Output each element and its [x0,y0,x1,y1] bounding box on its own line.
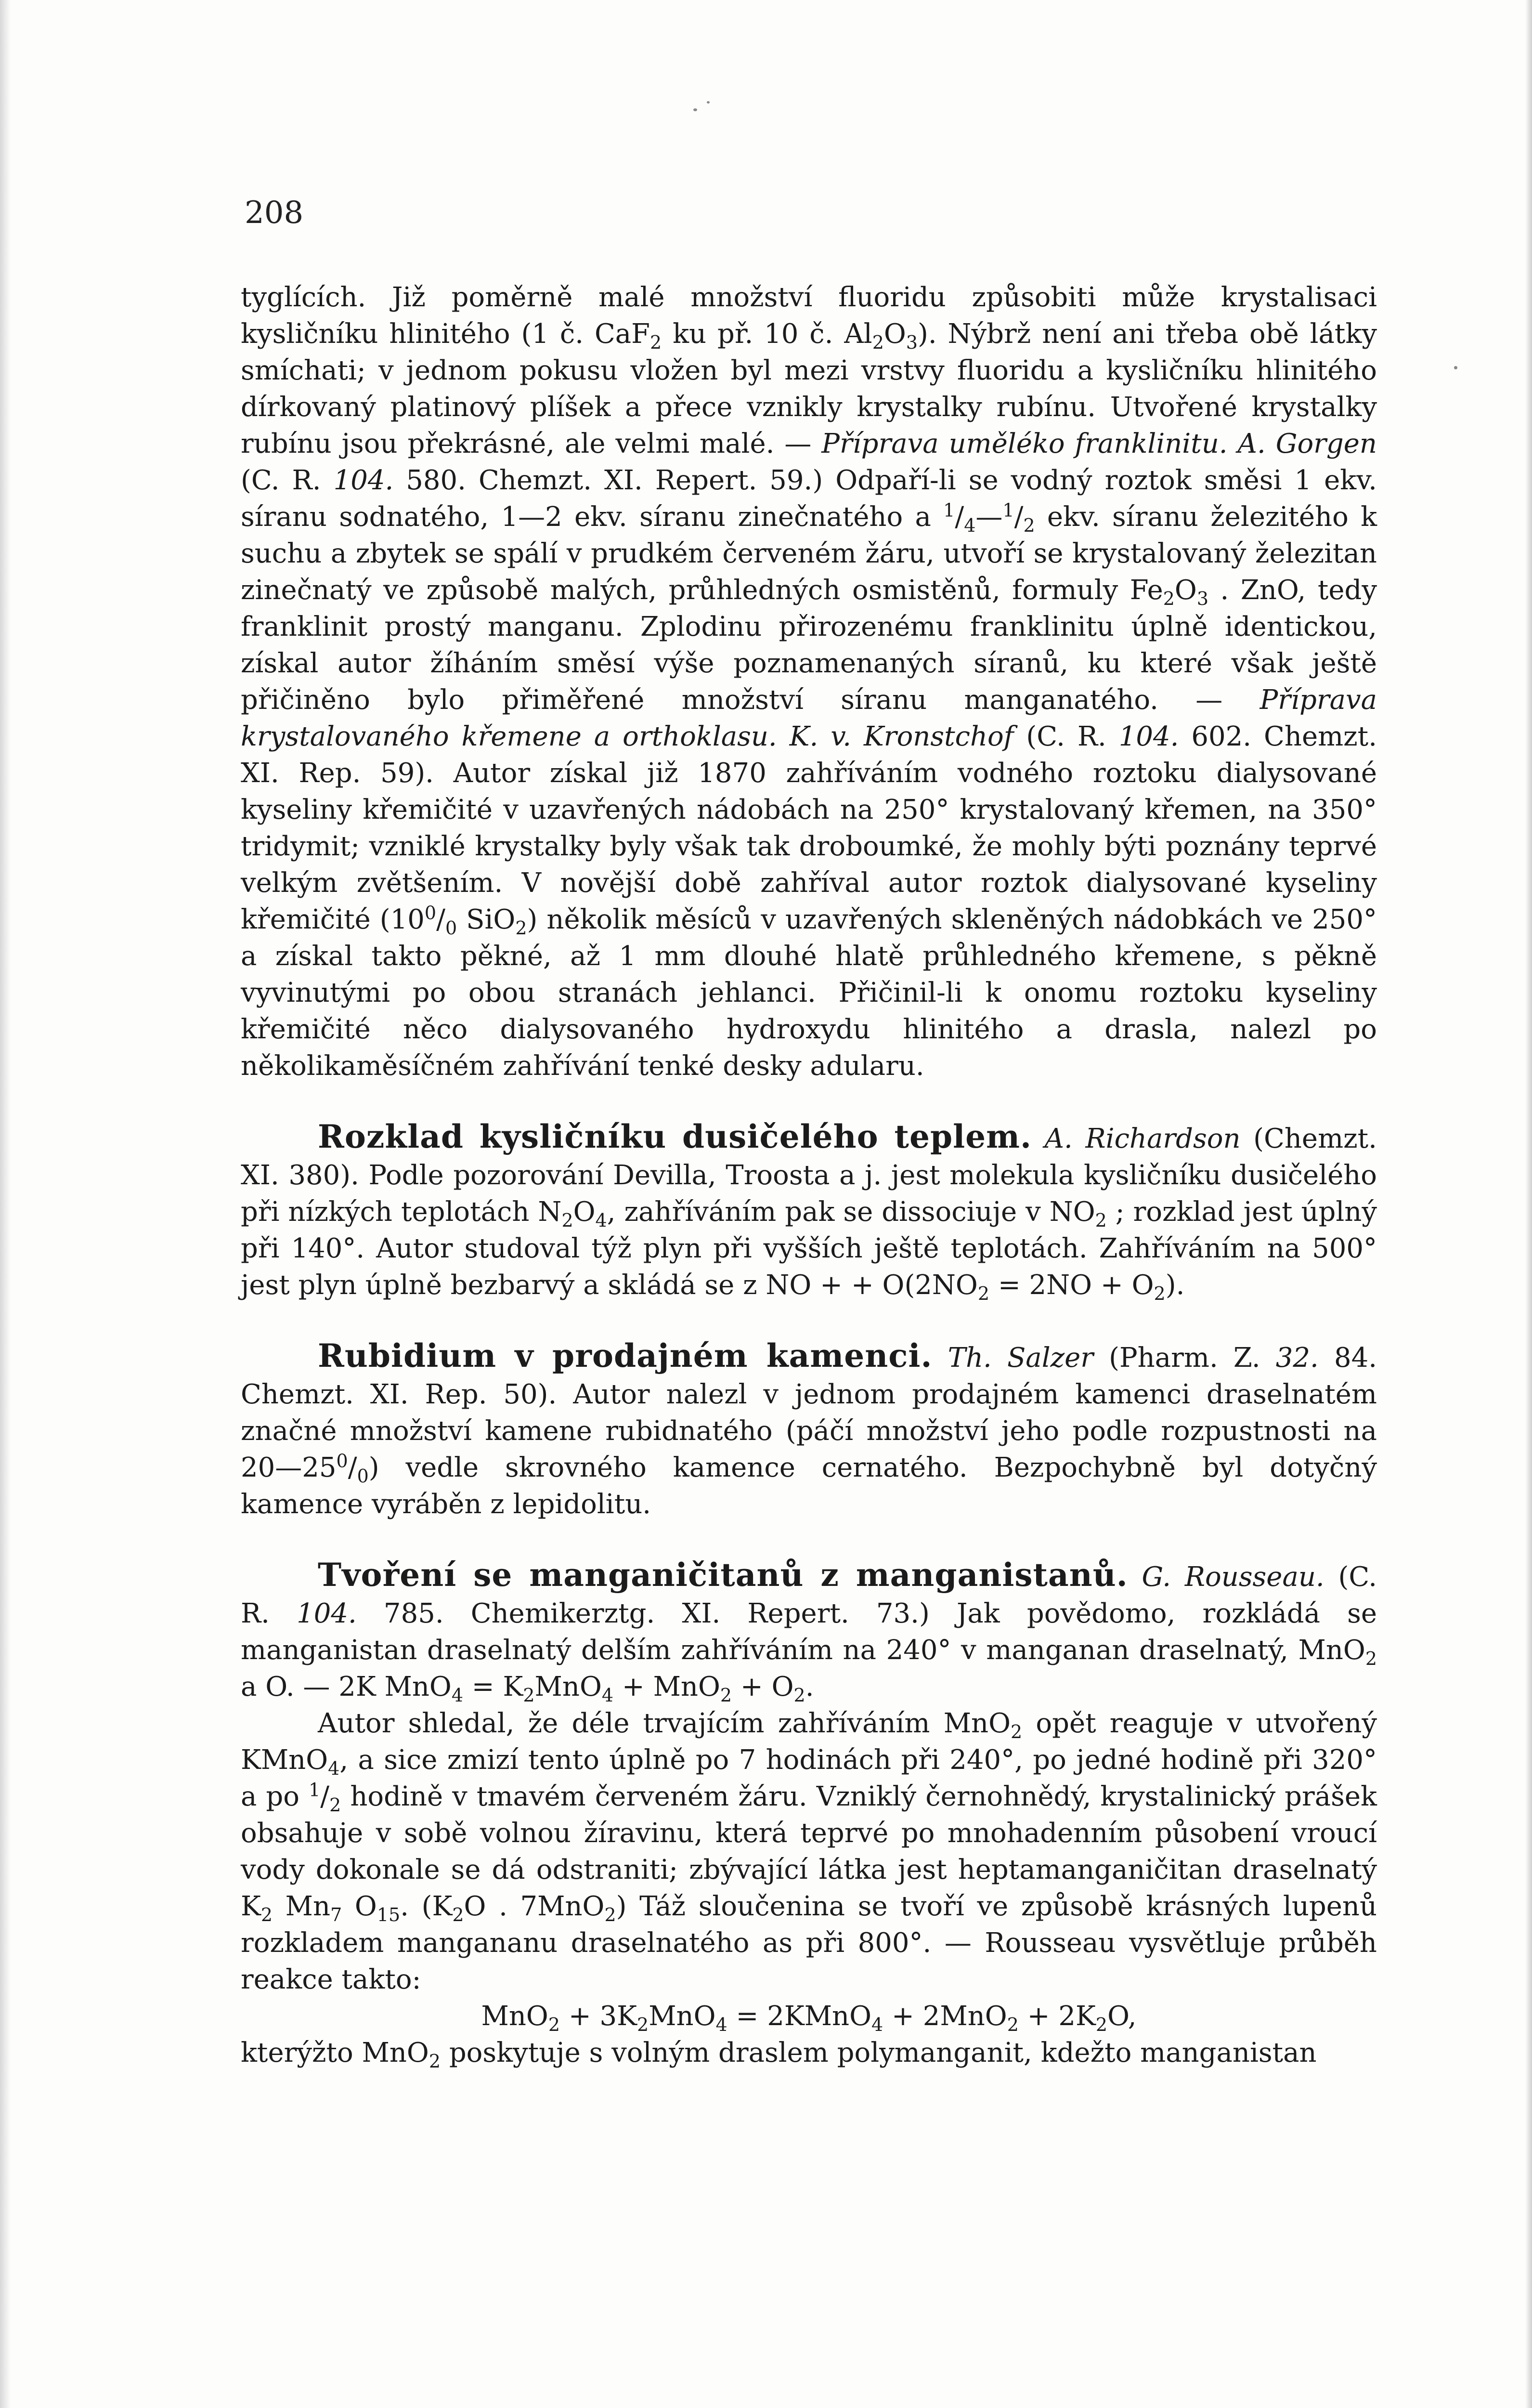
section-title: Rozklad kysličníku dusičelého teplem. [318,1118,1032,1155]
scan-speck [707,101,710,104]
section-tvoreni: Tvoření se manganičitanů z manganistanů. G. Rousseau. (C. R. 104. 785. Chemikerztg. XI. Repert. 73.) Jak povědomo, rozkládá se manganistan draselnatý delším zahříváním na 240° v manganan draselnatý, MnO$_2$ a O. — 2K $MnO_4 = K_2MnO_4 + MnO_2 + O_2$. [241,1556,1377,1706]
italic-reference: Příprava krystalovaného křemene a orthoklasu. K. v. Kronstchof [241,684,1377,752]
author-name: Th. Salzer [948,1342,1094,1374]
section-rubidium: Rubidium v prodajném kamenci. Th. Salzer (Pharm. Z. 32. 84. Chemzt. XI. Rep. 50). Autor nalezl v jednom prodajném kamenci draselnatém značné množství kamene rubidnatého (páčí množství jeho podle rozpustnosti na $20—25^0/_0$) vedle skrovného kamence cernatého. Bezpochybně byl dotyčný kamence vyráběn z lepidolitu. [241,1337,1377,1520]
page-edge-right [1525,0,1532,2408]
body-text [241,279,1377,2071]
chemical-equation: $MnO_2 + 3K_2MnO_4$ = 2KMnO$_4$ + $2MnO_2 + 2K_2O$, [481,2001,1137,2036]
page-edge-left [0,0,11,2408]
scan-speck [1454,366,1457,369]
section-title: Rubidium v prodajném kamenci. [318,1337,933,1374]
paragraph: kterýžto MnO$_2$ poskytuje s volným draslem polymanganit, kdežto manganistan [241,2037,1317,2072]
author-name: G. Rousseau. [1142,1561,1324,1593]
section-title: Tvoření se manganičitanů z manganistanů. [318,1556,1128,1594]
author-name: A. Richardson [1044,1123,1241,1154]
page-number: 208 [245,195,304,231]
scan-speck [693,108,697,111]
paragraph: tyglících. Již poměrně malé množství fluoridu způsobiti může krystalisaci kysličníku hlinitého (1 č. CaF$_2$ ku př. 10 č. $Al_2O_3$). Nýbrž není ani třeba obě látky smíchati; v jednom pokusu vložen byl mezi vrstvy fluoridu a kysličníku hlinitého dírkovaný platinový plíšek a přece vznikly krystalky rubínu. Utvořené krystalky rubínu jsou překrásné, ale velmi malé. — Příprava uměléko franklinitu. A. Gorgen (C. R. 104. 580. Chemzt. XI. Repert. 59.) Odpaří-li se vodný roztok směsi 1 ekv. síranu sodnatého, 1—2 ekv. síranu zinečnatého a $^1/_4—^1/_2$ ekv. síranu železitého k suchu a zbytek se spálí v prudkém červeném žáru, utvoří se krystalovaný železitan zinečnatý ve způsobě malých, průhledných osmistěnů, formuly $Fe_2O_3$ . ZnO, tedy franklinit prostý manganu. Zplodinu přirozenému franklinitu úplně identickou, získal autor žíháním směsí výše poznamenaných síranů, ku které však ještě přičiněno bylo přiměřené množství síranu manganatého. — Příprava krystalovaného křemene a orthoklasu. K. v. Kronstchof (C. R. 104. 602. Chemzt. XI. Rep. 59). Autor získal již 1870 zahříváním vodného roztoku dialysované kyseliny křemičité v uzavřených nádobách na 250° krystalovaný křemen, na 350° tridymit; vzniklé krystalky byly však tak droboumké, že mohly býti poznány teprvé velkým zvětšením. V novější době zahříval autor roztok dialysované kyseliny křemičité ($10^0/_0$ SiO$_2$) několik měsíců v uzavřených skleněných nádobkách ve 250° a získal takto pěkné, až 1 mm dlouhé hlatě průhledného křemene, s pěkně vyvinutými po obou stranách jehlanci. Přičinil-li k onomu roztoku kyseliny křemičité něco dialysovaného hydroxydu hlinitého a drasla, nalezl po několikaměsíčném zahřívání tenké desky adularu. [241,282,1377,1082]
italic-reference: Příprava uměléko franklinitu. A. Gorgen [821,428,1377,459]
section-rozklad: Rozklad kysličníku dusičelého teplem. A. Richardson (Chemzt. XI. 380). Podle pozorování Devilla, Troosta a j. jest molekula kysličníku dusičelého při nízkých teplotách $N_2O_4$, zahříváním pak se dissociuje v $NO_2$ ; rozklad jest úplný při 140°. Autor studoval týž plyn při vyšších ještě teplotách. Zahříváním na 500° jest plyn úplně bezbarvý a skládá se z NO + + $O(2NO_2 = 2NO + O_2)$. [241,1118,1377,1305]
paragraph: Autor shledal, že déle trvajícím zahříváním MnO$_2$ opět reaguje v utvořený KMnO$_4$, a sice zmizí tento úplně po 7 hodinách při 240°, po jedné hodině při 320° a po $^1/_2$ hodině v tmavém červeném žáru. Vzniklý černohnědý, krystalinický prášek obsahuje v sobě volnou žíravinu, která teprvé po mnohadenním působení vroucí vody dokonale se dá odstraniti; zbývající látka jest heptamanganičitan draselnatý $K_2$ $Mn_7$ $O_{15}$. ($K_2O$ . 7MnO$_2$) Táž sloučenina se tvoří ve způsobě krásných lupenů rozkladem mangananu draselnatého as při 800°. — Rousseau vysvětluje průběh reakce takto: [241,1708,1377,1995]
